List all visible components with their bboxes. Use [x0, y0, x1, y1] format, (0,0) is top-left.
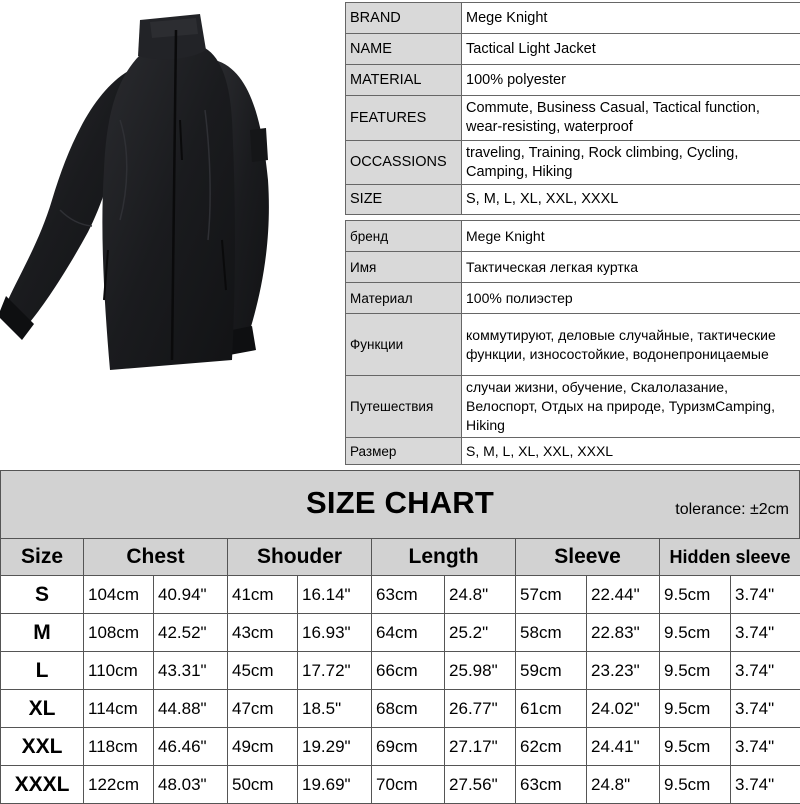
- table-row: [1, 766, 800, 804]
- shoulder-in-cell: 19.69": [298, 766, 372, 804]
- hidden-sleeve-cm-cell: 9.5cm: [660, 728, 731, 766]
- spec-value: Тактическая легкая куртка: [462, 252, 800, 283]
- spec-value: 100% полиэстер: [462, 283, 800, 314]
- shoulder-cm-cell: 49cm: [228, 728, 298, 766]
- table-row: [1, 614, 800, 652]
- size-table-body: [1, 576, 800, 804]
- spec-value: коммутируют, деловые случайные, тактические функции, износостойкие, водонепроницаемые: [462, 314, 800, 376]
- spec-table-english: [345, 2, 800, 215]
- spec-row: [346, 185, 800, 215]
- hidden-sleeve-in-cell: 3.74": [731, 766, 800, 804]
- size-table: [0, 538, 800, 804]
- hidden-sleeve-in-cell: 3.74": [731, 728, 800, 766]
- hidden-sleeve-in-cell: 3.74": [731, 690, 800, 728]
- chest-in-cell: 43.31": [154, 652, 228, 690]
- size-chart-title: SIZE CHART: [1, 485, 799, 521]
- spec-key: бренд: [346, 221, 462, 252]
- sleeve-cm-cell: 59cm: [516, 652, 587, 690]
- chest-cm-cell: 122cm: [84, 766, 154, 804]
- length-cm-cell: 64cm: [372, 614, 445, 652]
- chest-cm-cell: 114cm: [84, 690, 154, 728]
- shoulder-cm-cell: 41cm: [228, 576, 298, 614]
- spec-row: [346, 438, 800, 465]
- size-label: M: [1, 614, 84, 652]
- shoulder-cm-cell: 45cm: [228, 652, 298, 690]
- header-hidden-sleeve: Hidden sleeve: [660, 539, 800, 576]
- spec-key: Размер: [346, 438, 462, 465]
- header-chest: Chest: [84, 539, 228, 576]
- length-cm-cell: 63cm: [372, 576, 445, 614]
- spec-row: [346, 283, 800, 314]
- sleeve-in-cell: 24.41": [587, 728, 660, 766]
- chest-cm-cell: 118cm: [84, 728, 154, 766]
- size-label: S: [1, 576, 84, 614]
- spec-row: [346, 3, 800, 34]
- table-row: [1, 652, 800, 690]
- spec-value: 100% polyester: [462, 65, 800, 96]
- spec-row: [346, 141, 800, 185]
- chest-in-cell: 44.88": [154, 690, 228, 728]
- spec-row: [346, 65, 800, 96]
- spec-row: [346, 221, 800, 252]
- spec-key: FEATURES: [346, 96, 462, 141]
- hidden-sleeve-cm-cell: 9.5cm: [660, 690, 731, 728]
- size-chart: [0, 470, 800, 800]
- chest-in-cell: 46.46": [154, 728, 228, 766]
- length-cm-cell: 68cm: [372, 690, 445, 728]
- length-in-cell: 27.56": [445, 766, 516, 804]
- length-cm-cell: 66cm: [372, 652, 445, 690]
- hidden-sleeve-in-cell: 3.74": [731, 614, 800, 652]
- spec-row: [346, 314, 800, 376]
- sleeve-cm-cell: 61cm: [516, 690, 587, 728]
- sleeve-cm-cell: 58cm: [516, 614, 587, 652]
- table-row: [1, 728, 800, 766]
- header-shoulder: Shouder: [228, 539, 372, 576]
- spec-value: случаи жизни, обучение, Скалолазание, Велоспорт, Отдых на природе, ТуризмCamping, Hiking: [462, 376, 800, 438]
- size-chart-header: [0, 470, 800, 540]
- spec-value: S, M, L, XL, XXL, XXXL: [462, 438, 800, 465]
- sleeve-in-cell: 24.8": [587, 766, 660, 804]
- shoulder-cm-cell: 50cm: [228, 766, 298, 804]
- shoulder-cm-cell: 43cm: [228, 614, 298, 652]
- spec-value: S, M, L, XL, XXL, XXXL: [462, 185, 800, 215]
- spec-table-russian: [345, 220, 800, 465]
- hidden-sleeve-in-cell: 3.74": [731, 652, 800, 690]
- spec-key: OCCASSIONS: [346, 141, 462, 185]
- length-in-cell: 25.98": [445, 652, 516, 690]
- hidden-sleeve-in-cell: 3.74": [731, 576, 800, 614]
- spec-key: Путешествия: [346, 376, 462, 438]
- size-table-header-row: [1, 539, 800, 576]
- hidden-sleeve-cm-cell: 9.5cm: [660, 652, 731, 690]
- length-in-cell: 26.77": [445, 690, 516, 728]
- spec-row: [346, 34, 800, 65]
- sleeve-cm-cell: 63cm: [516, 766, 587, 804]
- length-in-cell: 27.17": [445, 728, 516, 766]
- spec-value: Mege Knight: [462, 3, 800, 34]
- shoulder-in-cell: 19.29": [298, 728, 372, 766]
- hidden-sleeve-cm-cell: 9.5cm: [660, 766, 731, 804]
- tolerance-note: tolerance: ±2cm: [675, 501, 789, 519]
- spec-key: Имя: [346, 252, 462, 283]
- size-label: XXL: [1, 728, 84, 766]
- chest-in-cell: 42.52": [154, 614, 228, 652]
- shoulder-in-cell: 16.93": [298, 614, 372, 652]
- spec-key: BRAND: [346, 3, 462, 34]
- size-label: XXXL: [1, 766, 84, 804]
- chest-in-cell: 48.03": [154, 766, 228, 804]
- header-size: Size: [1, 539, 84, 576]
- length-cm-cell: 70cm: [372, 766, 445, 804]
- sleeve-in-cell: 24.02": [587, 690, 660, 728]
- chest-in-cell: 40.94": [154, 576, 228, 614]
- spec-key: NAME: [346, 34, 462, 65]
- spec-value: Tactical Light Jacket: [462, 34, 800, 65]
- chest-cm-cell: 110cm: [84, 652, 154, 690]
- size-label: XL: [1, 690, 84, 728]
- chest-cm-cell: 104cm: [84, 576, 154, 614]
- spec-key: Функции: [346, 314, 462, 376]
- shoulder-in-cell: 17.72": [298, 652, 372, 690]
- hidden-sleeve-cm-cell: 9.5cm: [660, 614, 731, 652]
- spec-value: traveling, Training, Rock climbing, Cycling, Camping, Hiking: [462, 141, 800, 185]
- sleeve-cm-cell: 62cm: [516, 728, 587, 766]
- table-row: [1, 690, 800, 728]
- sleeve-cm-cell: 57cm: [516, 576, 587, 614]
- spec-key: Материал: [346, 283, 462, 314]
- sleeve-in-cell: 23.23": [587, 652, 660, 690]
- table-row: [1, 576, 800, 614]
- spec-row: [346, 96, 800, 141]
- spec-row: [346, 376, 800, 438]
- length-in-cell: 24.8": [445, 576, 516, 614]
- chest-cm-cell: 108cm: [84, 614, 154, 652]
- jacket-illustration: [0, 0, 345, 470]
- length-in-cell: 25.2": [445, 614, 516, 652]
- spec-key: SIZE: [346, 185, 462, 215]
- size-label: L: [1, 652, 84, 690]
- jacket-photo: [0, 0, 345, 470]
- spec-key: MATERIAL: [346, 65, 462, 96]
- sleeve-in-cell: 22.83": [587, 614, 660, 652]
- length-cm-cell: 69cm: [372, 728, 445, 766]
- spec-value: Mege Knight: [462, 221, 800, 252]
- sleeve-in-cell: 22.44": [587, 576, 660, 614]
- shoulder-in-cell: 18.5": [298, 690, 372, 728]
- header-length: Length: [372, 539, 516, 576]
- spec-row: [346, 252, 800, 283]
- shoulder-in-cell: 16.14": [298, 576, 372, 614]
- spec-value: Commute, Business Casual, Tactical function, wear-resisting, waterproof: [462, 96, 800, 141]
- hidden-sleeve-cm-cell: 9.5cm: [660, 576, 731, 614]
- shoulder-cm-cell: 47cm: [228, 690, 298, 728]
- header-sleeve: Sleeve: [516, 539, 660, 576]
